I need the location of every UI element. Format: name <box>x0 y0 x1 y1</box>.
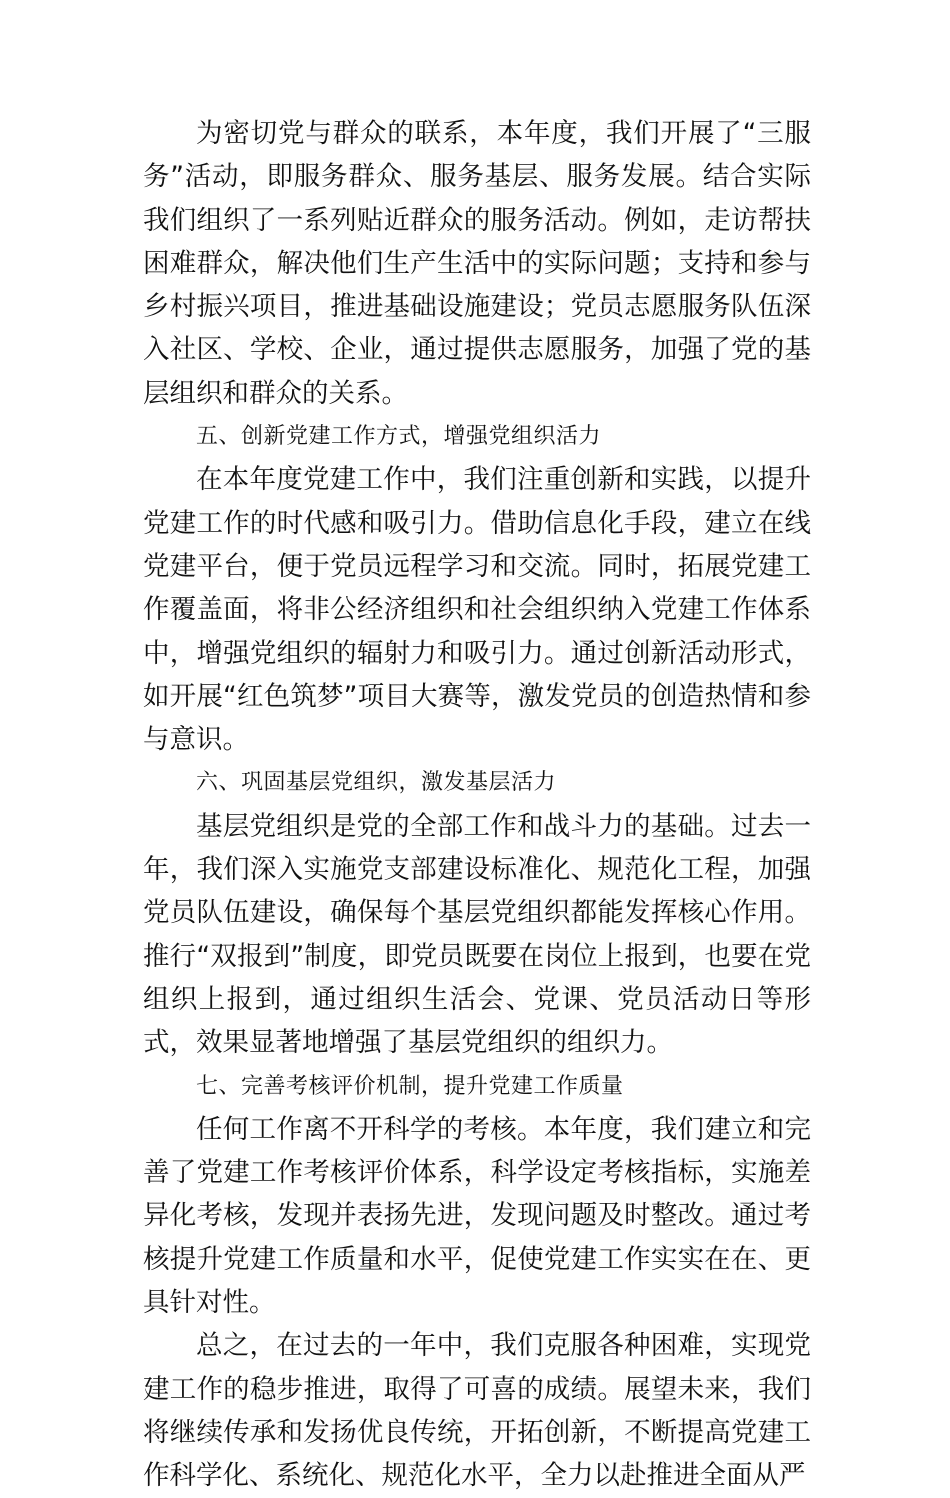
paragraph-innovation: 在本年度党建工作中，我们注重创新和实践，以提升党建工作的时代感和吸引力。借助信息化手段，建立在线党建平台，便于党员远程学习和交流。同时，拓展党建工作覆盖面，将非公经济组织和社会组织纳入党建工作体系中，增强党组织的辐射力和吸引力。通过创新活动形式，如开展“红色筑梦”项目大赛等，激发党员的创造热情和参与意识。 <box>143 464 811 756</box>
paragraph-evaluation: 任何工作离不开科学的考核。本年度，我们建立和完善了党建工作考核评价体系，科学设定考核指标，实施差异化考核，发现并表扬先进，发现问题及时整改。通过考核提升党建工作质量和水平，促使党建工作实实在在、更具针对性。 <box>143 1113 811 1319</box>
heading-section-seven: 七、完善考核评价机制，提升党建工作质量 <box>196 1073 624 1099</box>
document-body <box>143 112 811 1498</box>
paragraph-grassroots: 基层党组织是党的全部工作和战斗力的基础。过去一年，我们深入实施党支部建设标准化、规范化工程，加强党员队伍建设，确保每个基层党组织都能发挥核心作用。推行“双报到”制度，即党员既要在岗位上报到，也要在党组织上报到，通过组织生活会、党课、党员活动日等形式，效果显著地增强了基层党组织的组织力。 <box>143 810 811 1059</box>
paragraph-summary: 总之，在过去的一年中，我们克服各种困难，实现党建工作的稳步推进，取得了可喜的成绩。展望未来，我们将继续传承和发扬优良传统，开拓创新，不断提高党建工作科学化、系统化、规范化水平，全力以赴推进全面从严 <box>143 1330 811 1492</box>
heading-section-five: 五、创新党建工作方式，增强党组织活力 <box>196 424 602 450</box>
heading-section-six: 六、巩固基层党组织，激发基层活力 <box>196 770 557 796</box>
paragraph-three-services: 为密切党与群众的联系，本年度，我们开展了“三服务”活动，即服务群众、服务基层、服务发展。结合实际我们组织了一系列贴近群众的服务活动。例如，走访帮扶困难群众，解决他们生产生活中的实际问题；支持和参与乡村振兴项目，推进基础设施建设；党员志愿服务队伍深入社区、学校、企业，通过提供志愿服务，加强了党的基层组织和群众的关系。 <box>143 118 811 409</box>
